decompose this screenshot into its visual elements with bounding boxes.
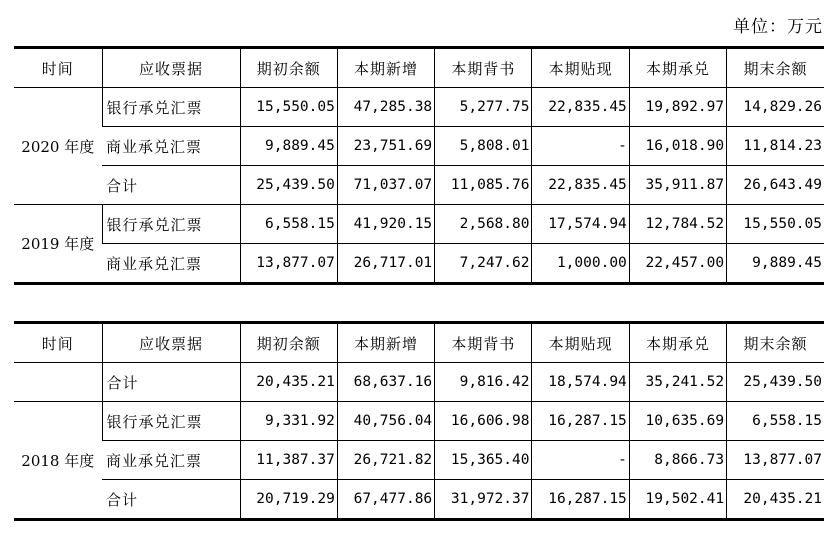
value-cell: 9,816.42 bbox=[435, 363, 532, 402]
column-header: 时间 bbox=[14, 323, 102, 363]
value-cell: 7,247.62 bbox=[435, 244, 532, 284]
value-cell: 20,435.21 bbox=[727, 480, 824, 520]
value-cell: 13,877.07 bbox=[727, 441, 824, 480]
note-type-cell: 商业承兑汇票 bbox=[102, 244, 240, 284]
column-header: 本期新增 bbox=[337, 323, 434, 363]
table-row bbox=[14, 127, 824, 166]
year-cell: 2019 年度 bbox=[14, 205, 102, 284]
note-type-cell: 银行承兑汇票 bbox=[102, 88, 240, 127]
value-cell: 25,439.50 bbox=[727, 363, 824, 402]
value-cell: 16,287.15 bbox=[532, 402, 629, 441]
value-cell: 22,835.45 bbox=[532, 88, 629, 127]
header-row bbox=[14, 323, 824, 363]
value-cell: 10,635.69 bbox=[629, 402, 726, 441]
value-cell: 9,889.45 bbox=[727, 244, 824, 284]
value-cell: 8,866.73 bbox=[629, 441, 726, 480]
value-cell: 15,365.40 bbox=[435, 441, 532, 480]
value-cell: 20,435.21 bbox=[240, 363, 337, 402]
value-cell: 19,892.97 bbox=[629, 88, 726, 127]
table-row bbox=[14, 441, 824, 480]
value-cell: 16,287.15 bbox=[532, 480, 629, 520]
column-header: 期末余额 bbox=[727, 48, 824, 88]
column-header: 本期背书 bbox=[435, 48, 532, 88]
value-cell: 11,085.76 bbox=[435, 166, 532, 205]
column-header: 期初余额 bbox=[240, 48, 337, 88]
value-cell: 23,751.69 bbox=[337, 127, 434, 166]
table-row bbox=[14, 480, 824, 520]
value-cell: 20,719.29 bbox=[240, 480, 337, 520]
column-header: 时间 bbox=[14, 48, 102, 88]
column-header: 期初余额 bbox=[240, 323, 337, 363]
notes-table-lower bbox=[14, 321, 824, 521]
year-cell: 2018 年度 bbox=[14, 402, 102, 520]
table-row bbox=[14, 244, 824, 284]
value-cell: 67,477.86 bbox=[337, 480, 434, 520]
column-header: 本期新增 bbox=[337, 48, 434, 88]
notes-table-upper bbox=[14, 46, 824, 285]
column-header: 本期背书 bbox=[435, 323, 532, 363]
value-cell: 26,643.49 bbox=[727, 166, 824, 205]
value-cell: 26,717.01 bbox=[337, 244, 434, 284]
value-cell: 16,606.98 bbox=[435, 402, 532, 441]
value-cell: - bbox=[532, 441, 629, 480]
year-cell bbox=[14, 363, 102, 402]
value-cell: 26,721.82 bbox=[337, 441, 434, 480]
value-cell: 71,037.07 bbox=[337, 166, 434, 205]
value-cell: 6,558.15 bbox=[727, 402, 824, 441]
value-cell: 68,637.16 bbox=[337, 363, 434, 402]
value-cell: 5,277.75 bbox=[435, 88, 532, 127]
note-type-cell: 银行承兑汇票 bbox=[102, 205, 240, 244]
table-body bbox=[14, 88, 824, 284]
value-cell: 9,331.92 bbox=[240, 402, 337, 441]
note-type-cell: 银行承兑汇票 bbox=[102, 402, 240, 441]
value-cell: 19,502.41 bbox=[629, 480, 726, 520]
value-cell: 22,835.45 bbox=[532, 166, 629, 205]
column-header: 应收票据 bbox=[102, 323, 240, 363]
table-row bbox=[14, 166, 824, 205]
value-cell: 12,784.52 bbox=[629, 205, 726, 244]
table-row bbox=[14, 88, 824, 127]
unit-label: 单位：万元 bbox=[733, 17, 823, 37]
value-cell: 6,558.15 bbox=[240, 205, 337, 244]
column-header: 本期承兑 bbox=[629, 48, 726, 88]
year-cell: 2020 年度 bbox=[14, 88, 102, 205]
note-type-cell: 合计 bbox=[102, 166, 240, 205]
value-cell: - bbox=[532, 127, 629, 166]
table-row bbox=[14, 205, 824, 244]
value-cell: 16,018.90 bbox=[629, 127, 726, 166]
value-cell: 1,000.00 bbox=[532, 244, 629, 284]
value-cell: 18,574.94 bbox=[532, 363, 629, 402]
column-header: 应收票据 bbox=[102, 48, 240, 88]
note-type-cell: 商业承兑汇票 bbox=[102, 127, 240, 166]
value-cell: 40,756.04 bbox=[337, 402, 434, 441]
value-cell: 35,911.87 bbox=[629, 166, 726, 205]
value-cell: 22,457.00 bbox=[629, 244, 726, 284]
note-type-cell: 合计 bbox=[102, 480, 240, 520]
value-cell: 15,550.05 bbox=[727, 205, 824, 244]
note-type-cell: 商业承兑汇票 bbox=[102, 441, 240, 480]
column-header: 本期承兑 bbox=[629, 323, 726, 363]
value-cell: 15,550.05 bbox=[240, 88, 337, 127]
value-cell: 11,387.37 bbox=[240, 441, 337, 480]
value-cell: 14,829.26 bbox=[727, 88, 824, 127]
value-cell: 2,568.80 bbox=[435, 205, 532, 244]
value-cell: 9,889.45 bbox=[240, 127, 337, 166]
column-header: 本期贴现 bbox=[532, 48, 629, 88]
value-cell: 13,877.07 bbox=[240, 244, 337, 284]
value-cell: 11,814.23 bbox=[727, 127, 824, 166]
note-type-cell: 合计 bbox=[102, 363, 240, 402]
table-row bbox=[14, 402, 824, 441]
column-header: 期末余额 bbox=[727, 323, 824, 363]
value-cell: 31,972.37 bbox=[435, 480, 532, 520]
table-body bbox=[14, 363, 824, 520]
value-cell: 35,241.52 bbox=[629, 363, 726, 402]
value-cell: 5,808.01 bbox=[435, 127, 532, 166]
value-cell: 17,574.94 bbox=[532, 205, 629, 244]
value-cell: 47,285.38 bbox=[337, 88, 434, 127]
header-row bbox=[14, 48, 824, 88]
value-cell: 41,920.15 bbox=[337, 205, 434, 244]
column-header: 本期贴现 bbox=[532, 323, 629, 363]
table-row bbox=[14, 363, 824, 402]
value-cell: 25,439.50 bbox=[240, 166, 337, 205]
